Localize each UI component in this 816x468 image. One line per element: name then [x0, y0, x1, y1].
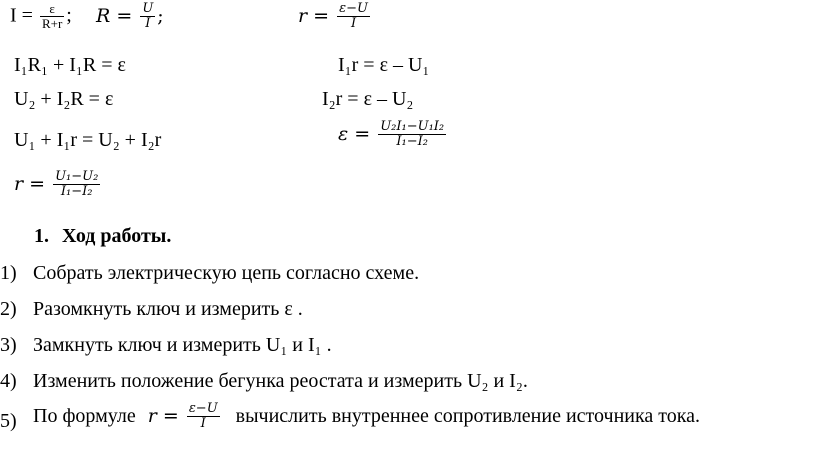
fraction-denominator: I₁−I₂: [396, 134, 428, 150]
formula-emf-lhs: ε =: [338, 122, 371, 145]
fraction-denominator: I: [200, 416, 206, 432]
fraction-numerator: ε: [49, 1, 55, 16]
section-number: 1.: [34, 225, 49, 247]
list-item-number: 4): [0, 370, 17, 392]
equation-line-1-left: I₁R₁ + I₁R = ε: [14, 54, 126, 76]
section-heading: [34, 226, 171, 246]
equation-line-2-left: U₂ + I₂R = ε: [14, 88, 114, 110]
list-item-number: 1): [0, 262, 17, 284]
formula-resistance-fraction: [140, 2, 155, 32]
list-item: [0, 370, 816, 394]
fraction-numerator: U₂I₁−U₁I₂: [380, 119, 445, 134]
formula-emf-fraction: [378, 120, 446, 150]
list-item-number: 2): [0, 298, 17, 320]
equation-line-2-right: I₂r = ε – U₂: [322, 88, 414, 110]
list-item: [0, 298, 816, 322]
formula-internal-resistance-fraction: [337, 2, 370, 32]
list-item: [0, 334, 816, 358]
formula-resistance-tail: ;: [157, 4, 164, 27]
equation-line-1-right: I₁r = ε – U₁: [338, 54, 430, 76]
formula-r-result-fraction: [53, 170, 100, 200]
list-item-text: [33, 402, 700, 432]
formula-resistance: [96, 2, 164, 32]
list-item-text: Замкнуть ключ и измерить U₁ и I₁ .: [33, 334, 332, 356]
formula-internal-resistance: [298, 2, 372, 32]
fraction-denominator: I: [145, 16, 151, 32]
formula-r-result-lhs: r =: [14, 172, 46, 195]
formula-current-fraction: [40, 2, 64, 32]
list-item-text: Собрать электрическую цепь согласно схеме.: [33, 262, 420, 284]
inline-formula-lhs: r =: [147, 404, 179, 427]
formula-current-tail: ;: [66, 4, 72, 27]
list-item-text: Разомкнуть ключ и измерить ε .: [33, 298, 303, 320]
fraction-numerator: U: [142, 1, 154, 16]
formula-current-lhs: I =: [10, 4, 33, 27]
list-item: [0, 262, 816, 286]
inline-formula: [148, 402, 222, 432]
fraction-numerator: U₁−U₂: [55, 169, 99, 184]
inline-formula-fraction: [187, 402, 220, 432]
formula-r-result: [14, 170, 102, 200]
list-item-text-before: По формуле: [33, 405, 136, 428]
formula-current: [10, 2, 72, 32]
formula-resistance-lhs: R =: [96, 4, 133, 27]
section-title: Ход работы.: [62, 225, 172, 247]
formula-internal-resistance-lhs: r =: [298, 4, 330, 27]
fraction-numerator: ε−U: [188, 401, 218, 416]
list-item-text: Изменить положение бегунка реостата и измерить U₂ и I₂.: [33, 370, 528, 392]
list-item-number: 5): [0, 410, 17, 432]
fraction-numerator: ε−U: [339, 1, 368, 16]
fraction-denominator: R+r: [41, 16, 63, 32]
fraction-denominator: I: [350, 16, 357, 32]
fraction-denominator: I₁−I₂: [60, 184, 93, 200]
list-item-number: 3): [0, 334, 17, 356]
list-item-text-after: вычислить внутреннее сопротивление источника тока.: [235, 405, 701, 428]
equation-line-3-left: U₁ + I₁r = U₂ + I₂r: [14, 129, 162, 151]
formula-emf: [338, 120, 448, 150]
